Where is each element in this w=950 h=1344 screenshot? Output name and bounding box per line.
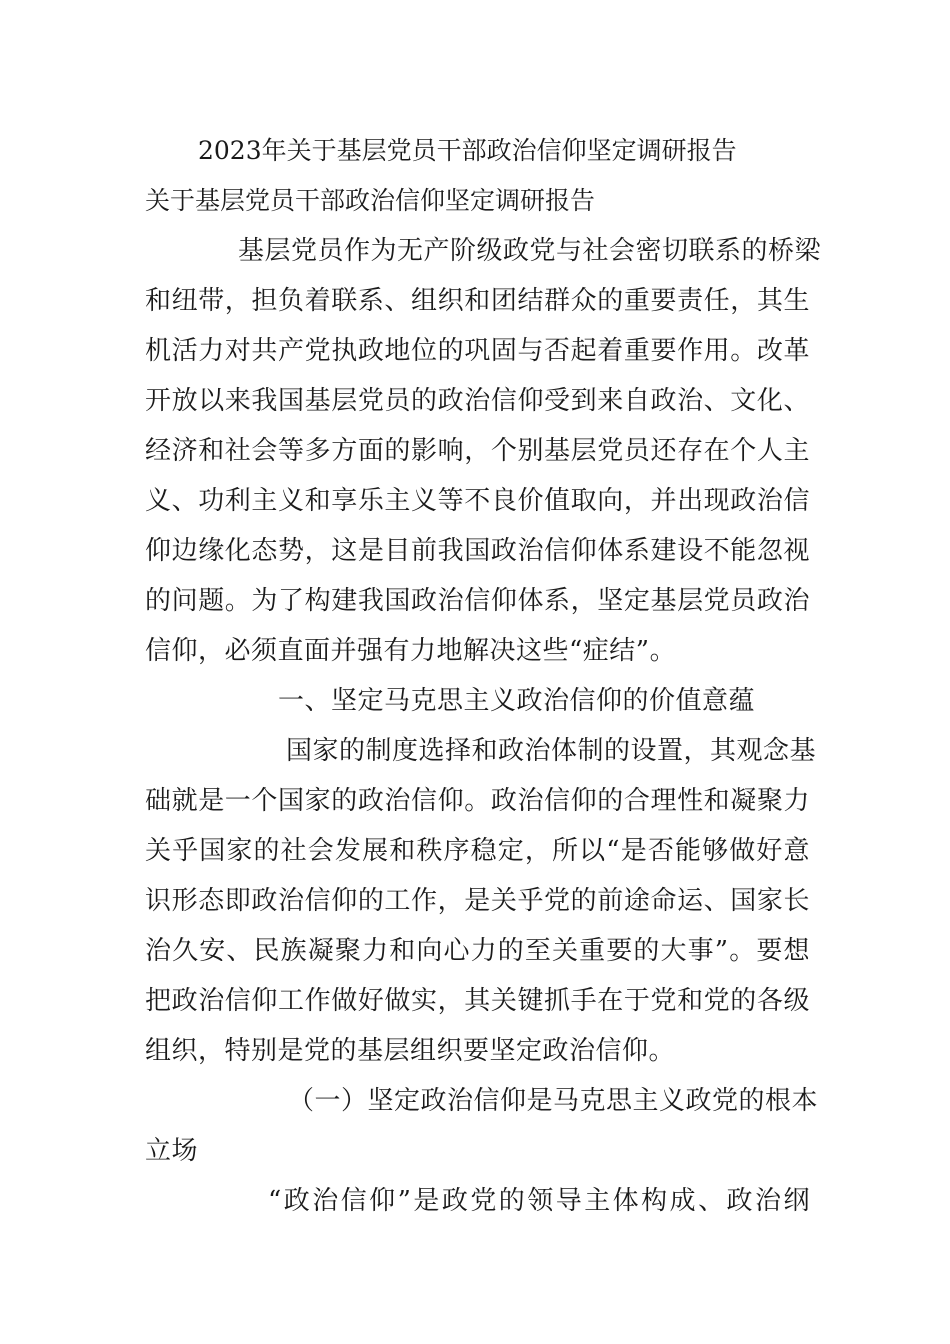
heading-line: （一）坚定政治信仰是马克思主义政党的根本 <box>288 1086 819 1116</box>
paragraph-line: 仰边缘化态势，这是目前我国政治信仰体系建设不能忽视 <box>145 536 810 566</box>
paragraph-line: 础就是一个国家的政治信仰。政治信仰的合理性和凝聚力 <box>145 786 810 816</box>
document-title: 2023年关于基层党员干部政治信仰坚定调研报告 <box>198 136 737 165</box>
paragraph-line: 基层党员作为无产阶级政党与社会密切联系的桥梁 <box>238 236 822 266</box>
paragraph-line: 把政治信仰工作做好做实，其关键抓手在于党和党的各级 <box>145 986 810 1016</box>
paragraph-line: 和纽带，担负着联系、组织和团结群众的重要责任，其生 <box>145 286 810 316</box>
paragraph-line: 机活力对共产党执政地位的巩固与否起着重要作用。改革 <box>145 336 810 366</box>
heading-line: 立场 <box>145 1136 199 1166</box>
paragraph-line: 关乎国家的社会发展和秩序稳定，所以“是否能够做好意 <box>145 836 810 866</box>
paragraph-line: 组织，特别是党的基层组织要坚定政治信仰。 <box>145 1036 676 1066</box>
section-heading-1: 一、坚定马克思主义政治信仰的价值意蕴 <box>278 686 756 716</box>
paragraph-line: “政治信仰”是政党的领导主体构成、政治纲 <box>268 1186 810 1216</box>
document-subtitle: 关于基层党员干部政治信仰坚定调研报告 <box>145 186 596 215</box>
paragraph-line: 义、功利主义和享乐主义等不良价值取向，并出现政治信 <box>145 486 810 516</box>
paragraph-line: 经济和社会等多方面的影响，个别基层党员还存在个人主 <box>145 436 810 466</box>
paragraph-line: 信仰，必须直面并强有力地解决这些“症结”。 <box>145 636 677 666</box>
paragraph-line: 治久安、民族凝聚力和向心力的至关重要的大事”。要想 <box>145 936 810 966</box>
paragraph-line: 国家的制度选择和政治体制的设置，其观念基 <box>286 736 817 766</box>
paragraph-line: 识形态即政治信仰的工作，是关乎党的前途命运、国家长 <box>145 886 810 916</box>
paragraph-line: 的问题。为了构建我国政治信仰体系，坚定基层党员政治 <box>145 586 810 616</box>
paragraph-line: 开放以来我国基层党员的政治信仰受到来自政治、文化、 <box>145 386 810 416</box>
